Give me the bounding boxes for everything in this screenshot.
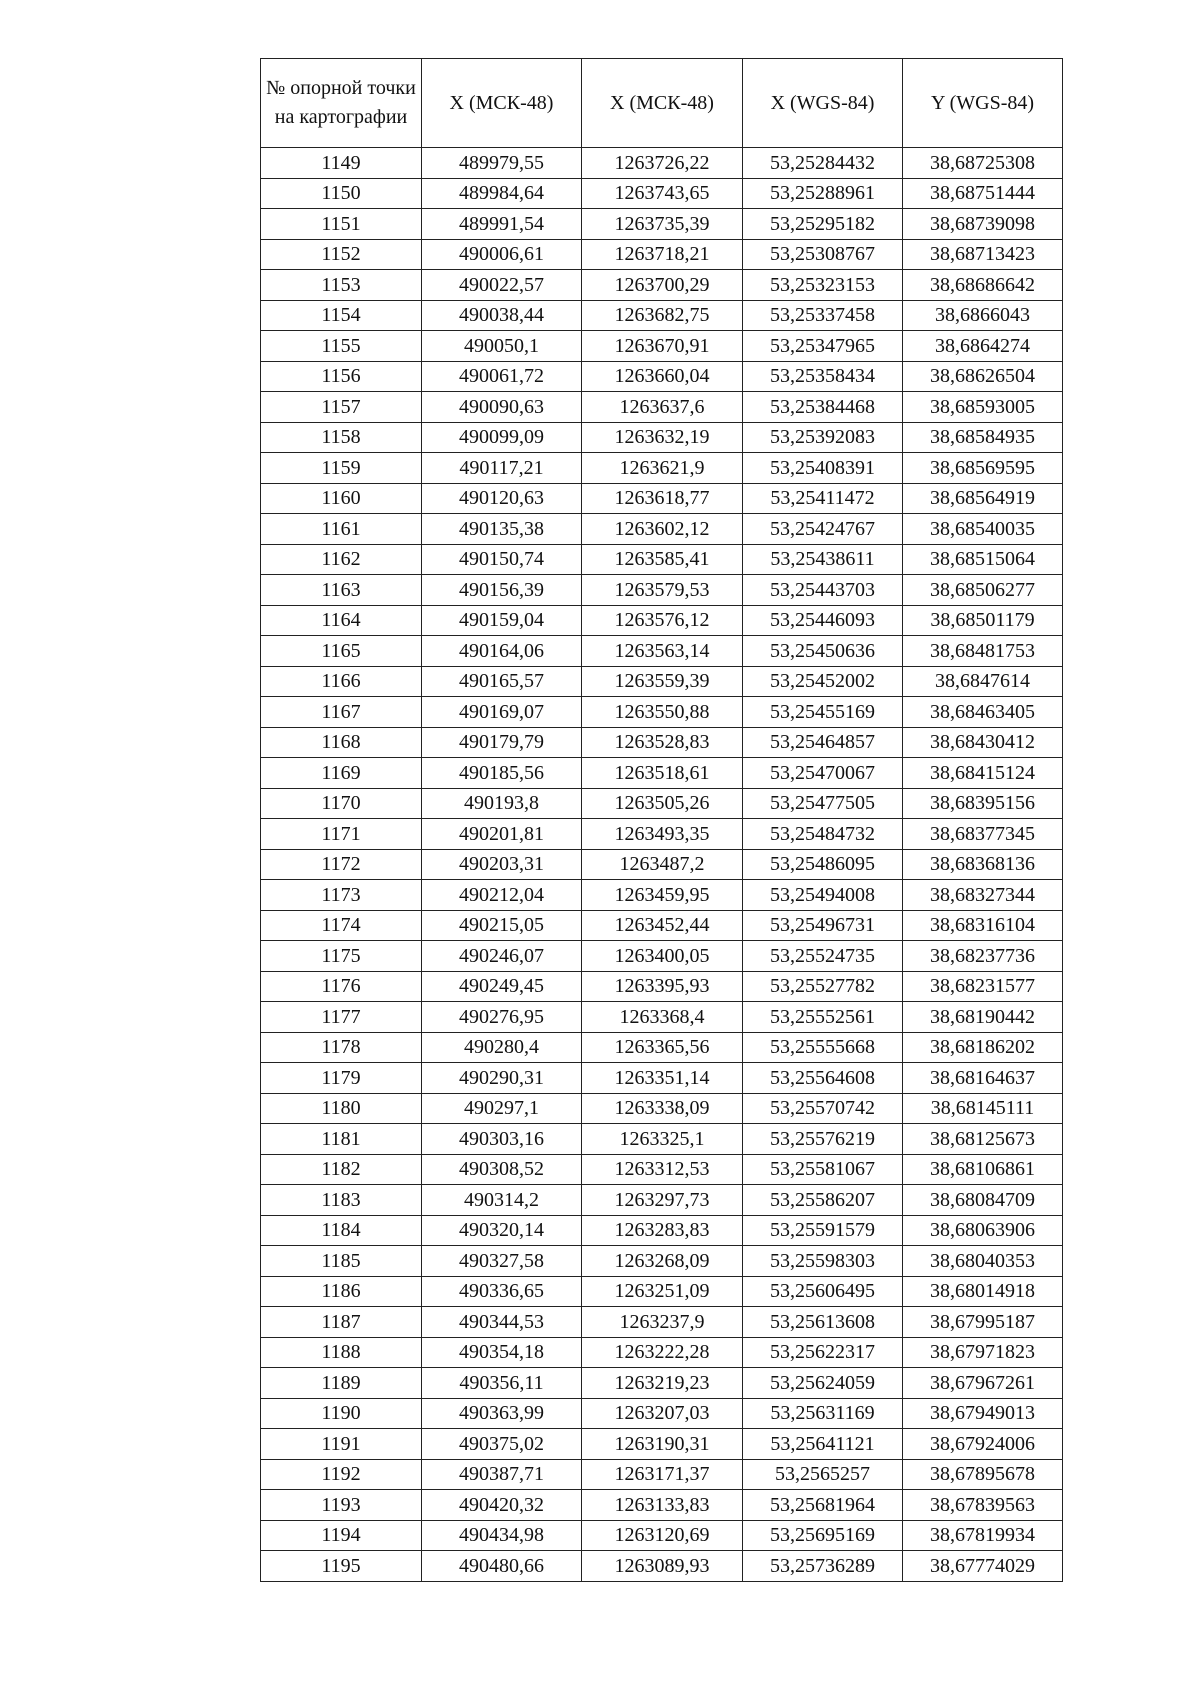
x-wgs84-cell: 53,25295182 — [743, 209, 903, 240]
header-row — [261, 59, 1063, 148]
table-row — [261, 1276, 1063, 1307]
x-wgs84-cell: 53,2565257 — [743, 1459, 903, 1490]
x-msk48-second-cell: 1263718,21 — [582, 239, 743, 270]
point-number-cell: 1157 — [261, 392, 422, 423]
x-wgs84-cell: 53,25452002 — [743, 666, 903, 697]
x-msk48-cell: 490297,1 — [422, 1093, 582, 1124]
table-body — [261, 148, 1063, 1582]
table-row — [261, 971, 1063, 1002]
y-wgs84-cell: 38,68506277 — [903, 575, 1063, 606]
y-wgs84-cell: 38,67924006 — [903, 1429, 1063, 1460]
y-wgs84-cell: 38,67949013 — [903, 1398, 1063, 1429]
x-wgs84-cell: 53,25323153 — [743, 270, 903, 301]
x-wgs84-cell: 53,25308767 — [743, 239, 903, 270]
point-number-cell: 1192 — [261, 1459, 422, 1490]
y-wgs84-cell: 38,68725308 — [903, 148, 1063, 179]
point-number-cell: 1160 — [261, 483, 422, 514]
x-msk48-cell: 490336,65 — [422, 1276, 582, 1307]
y-wgs84-cell: 38,68713423 — [903, 239, 1063, 270]
point-number-cell: 1162 — [261, 544, 422, 575]
table-row — [261, 544, 1063, 575]
x-msk48-cell: 490006,61 — [422, 239, 582, 270]
x-msk48-cell: 490434,98 — [422, 1520, 582, 1551]
point-number-cell: 1155 — [261, 331, 422, 362]
x-msk48-cell: 490159,04 — [422, 605, 582, 636]
point-number-cell: 1153 — [261, 270, 422, 301]
x-msk48-cell: 490135,38 — [422, 514, 582, 545]
table-row — [261, 941, 1063, 972]
point-number-cell: 1166 — [261, 666, 422, 697]
header-y-wgs84: Y (WGS-84) — [903, 59, 1063, 148]
x-msk48-cell: 489991,54 — [422, 209, 582, 240]
table-row — [261, 1551, 1063, 1582]
x-msk48-second-cell: 1263518,61 — [582, 758, 743, 789]
y-wgs84-cell: 38,68186202 — [903, 1032, 1063, 1063]
x-wgs84-cell: 53,25622317 — [743, 1337, 903, 1368]
x-msk48-second-cell: 1263660,04 — [582, 361, 743, 392]
x-msk48-second-cell: 1263338,09 — [582, 1093, 743, 1124]
table-row — [261, 300, 1063, 331]
table-row — [261, 849, 1063, 880]
point-number-cell: 1176 — [261, 971, 422, 1002]
point-number-cell: 1184 — [261, 1215, 422, 1246]
table-row — [261, 1398, 1063, 1429]
x-wgs84-cell: 53,25555668 — [743, 1032, 903, 1063]
x-msk48-second-cell: 1263120,69 — [582, 1520, 743, 1551]
x-msk48-second-cell: 1263559,39 — [582, 666, 743, 697]
point-number-cell: 1158 — [261, 422, 422, 453]
x-msk48-cell: 490308,52 — [422, 1154, 582, 1185]
x-msk48-second-cell: 1263743,65 — [582, 178, 743, 209]
x-msk48-cell: 490090,63 — [422, 392, 582, 423]
x-wgs84-cell: 53,25455169 — [743, 697, 903, 728]
header-x-wgs84: X (WGS-84) — [743, 59, 903, 148]
point-number-cell: 1179 — [261, 1063, 422, 1094]
x-msk48-cell: 490215,05 — [422, 910, 582, 941]
x-msk48-second-cell: 1263487,2 — [582, 849, 743, 880]
x-msk48-second-cell: 1263268,09 — [582, 1246, 743, 1277]
table-row — [261, 880, 1063, 911]
table-row — [261, 361, 1063, 392]
point-number-cell: 1188 — [261, 1337, 422, 1368]
point-number-cell: 1191 — [261, 1429, 422, 1460]
x-msk48-cell: 490120,63 — [422, 483, 582, 514]
x-wgs84-cell: 53,25576219 — [743, 1124, 903, 1155]
table-row — [261, 270, 1063, 301]
table-row — [261, 636, 1063, 667]
table-row — [261, 1002, 1063, 1033]
table-row — [261, 575, 1063, 606]
x-wgs84-cell: 53,25606495 — [743, 1276, 903, 1307]
point-number-cell: 1195 — [261, 1551, 422, 1582]
point-number-cell: 1182 — [261, 1154, 422, 1185]
header-x-msk48-second: X (МСК-48) — [582, 59, 743, 148]
x-wgs84-cell: 53,25736289 — [743, 1551, 903, 1582]
point-number-cell: 1183 — [261, 1185, 422, 1216]
x-wgs84-cell: 53,25446093 — [743, 605, 903, 636]
point-number-cell: 1178 — [261, 1032, 422, 1063]
x-wgs84-cell: 53,25411472 — [743, 483, 903, 514]
x-wgs84-cell: 53,25586207 — [743, 1185, 903, 1216]
table-header — [261, 59, 1063, 148]
table-row — [261, 1154, 1063, 1185]
y-wgs84-cell: 38,67995187 — [903, 1307, 1063, 1338]
x-msk48-cell: 490363,99 — [422, 1398, 582, 1429]
table-row — [261, 788, 1063, 819]
point-number-cell: 1161 — [261, 514, 422, 545]
x-msk48-second-cell: 1263493,35 — [582, 819, 743, 850]
y-wgs84-cell: 38,68569595 — [903, 453, 1063, 484]
table-row — [261, 727, 1063, 758]
x-wgs84-cell: 53,25591579 — [743, 1215, 903, 1246]
x-msk48-cell: 490327,58 — [422, 1246, 582, 1277]
x-wgs84-cell: 53,25424767 — [743, 514, 903, 545]
point-number-cell: 1173 — [261, 880, 422, 911]
table-row — [261, 1246, 1063, 1277]
x-msk48-cell: 490117,21 — [422, 453, 582, 484]
table-row — [261, 758, 1063, 789]
point-number-cell: 1177 — [261, 1002, 422, 1033]
x-msk48-second-cell: 1263351,14 — [582, 1063, 743, 1094]
x-wgs84-cell: 53,25486095 — [743, 849, 903, 880]
table-row — [261, 1124, 1063, 1155]
x-msk48-second-cell: 1263576,12 — [582, 605, 743, 636]
point-number-cell: 1187 — [261, 1307, 422, 1338]
y-wgs84-cell: 38,68463405 — [903, 697, 1063, 728]
x-msk48-cell: 490356,11 — [422, 1368, 582, 1399]
x-wgs84-cell: 53,25358434 — [743, 361, 903, 392]
x-msk48-cell: 490276,95 — [422, 1002, 582, 1033]
x-wgs84-cell: 53,25570742 — [743, 1093, 903, 1124]
y-wgs84-cell: 38,68231577 — [903, 971, 1063, 1002]
point-number-cell: 1154 — [261, 300, 422, 331]
x-msk48-second-cell: 1263251,09 — [582, 1276, 743, 1307]
table-row — [261, 605, 1063, 636]
x-msk48-second-cell: 1263682,75 — [582, 300, 743, 331]
x-msk48-second-cell: 1263618,77 — [582, 483, 743, 514]
y-wgs84-cell: 38,68584935 — [903, 422, 1063, 453]
point-number-cell: 1149 — [261, 148, 422, 179]
y-wgs84-cell: 38,68626504 — [903, 361, 1063, 392]
x-msk48-cell: 490099,09 — [422, 422, 582, 453]
y-wgs84-cell: 38,68739098 — [903, 209, 1063, 240]
x-wgs84-cell: 53,25284432 — [743, 148, 903, 179]
x-wgs84-cell: 53,25581067 — [743, 1154, 903, 1185]
x-msk48-cell: 490193,8 — [422, 788, 582, 819]
y-wgs84-cell: 38,68106861 — [903, 1154, 1063, 1185]
x-msk48-cell: 490303,16 — [422, 1124, 582, 1155]
x-wgs84-cell: 53,25598303 — [743, 1246, 903, 1277]
y-wgs84-cell: 38,68377345 — [903, 819, 1063, 850]
x-wgs84-cell: 53,25443703 — [743, 575, 903, 606]
x-wgs84-cell: 53,25496731 — [743, 910, 903, 941]
x-msk48-cell: 490420,32 — [422, 1490, 582, 1521]
x-msk48-cell: 490375,02 — [422, 1429, 582, 1460]
point-number-cell: 1194 — [261, 1520, 422, 1551]
y-wgs84-cell: 38,68751444 — [903, 178, 1063, 209]
coordinates-table — [260, 58, 1063, 1582]
y-wgs84-cell: 38,68564919 — [903, 483, 1063, 514]
point-number-cell: 1167 — [261, 697, 422, 728]
table-row — [261, 239, 1063, 270]
table-row — [261, 1032, 1063, 1063]
x-msk48-second-cell: 1263632,19 — [582, 422, 743, 453]
y-wgs84-cell: 38,67774029 — [903, 1551, 1063, 1582]
point-number-cell: 1152 — [261, 239, 422, 270]
table-row — [261, 1429, 1063, 1460]
x-msk48-second-cell: 1263585,41 — [582, 544, 743, 575]
x-msk48-cell: 490050,1 — [422, 331, 582, 362]
y-wgs84-cell: 38,68327344 — [903, 880, 1063, 911]
x-msk48-second-cell: 1263325,1 — [582, 1124, 743, 1155]
x-msk48-second-cell: 1263528,83 — [582, 727, 743, 758]
point-number-cell: 1151 — [261, 209, 422, 240]
x-msk48-second-cell: 1263171,37 — [582, 1459, 743, 1490]
x-msk48-second-cell: 1263395,93 — [582, 971, 743, 1002]
y-wgs84-cell: 38,68237736 — [903, 941, 1063, 972]
x-msk48-second-cell: 1263602,12 — [582, 514, 743, 545]
point-number-cell: 1170 — [261, 788, 422, 819]
y-wgs84-cell: 38,68190442 — [903, 1002, 1063, 1033]
x-wgs84-cell: 53,25524735 — [743, 941, 903, 972]
table-row — [261, 453, 1063, 484]
x-msk48-second-cell: 1263297,73 — [582, 1185, 743, 1216]
y-wgs84-cell: 38,68145111 — [903, 1093, 1063, 1124]
x-wgs84-cell: 53,25681964 — [743, 1490, 903, 1521]
x-msk48-cell: 489979,55 — [422, 148, 582, 179]
x-wgs84-cell: 53,25641121 — [743, 1429, 903, 1460]
point-number-cell: 1172 — [261, 849, 422, 880]
point-number-cell: 1171 — [261, 819, 422, 850]
y-wgs84-cell: 38,68084709 — [903, 1185, 1063, 1216]
y-wgs84-cell: 38,68040353 — [903, 1246, 1063, 1277]
point-number-cell: 1190 — [261, 1398, 422, 1429]
x-msk48-cell: 490212,04 — [422, 880, 582, 911]
table-row — [261, 1215, 1063, 1246]
table-row — [261, 1490, 1063, 1521]
table-row — [261, 1185, 1063, 1216]
y-wgs84-cell: 38,6847614 — [903, 666, 1063, 697]
x-msk48-cell: 490150,74 — [422, 544, 582, 575]
x-msk48-second-cell: 1263237,9 — [582, 1307, 743, 1338]
y-wgs84-cell: 38,68593005 — [903, 392, 1063, 423]
y-wgs84-cell: 38,68395156 — [903, 788, 1063, 819]
table-row — [261, 666, 1063, 697]
x-msk48-second-cell: 1263400,05 — [582, 941, 743, 972]
x-msk48-cell: 490249,45 — [422, 971, 582, 1002]
x-msk48-cell: 490320,14 — [422, 1215, 582, 1246]
table-row — [261, 422, 1063, 453]
y-wgs84-cell: 38,67895678 — [903, 1459, 1063, 1490]
x-wgs84-cell: 53,25464857 — [743, 727, 903, 758]
table-row — [261, 1459, 1063, 1490]
y-wgs84-cell: 38,6864274 — [903, 331, 1063, 362]
x-msk48-cell: 490169,07 — [422, 697, 582, 728]
x-msk48-second-cell: 1263365,56 — [582, 1032, 743, 1063]
y-wgs84-cell: 38,68014918 — [903, 1276, 1063, 1307]
x-msk48-second-cell: 1263219,23 — [582, 1368, 743, 1399]
x-msk48-cell: 490185,56 — [422, 758, 582, 789]
y-wgs84-cell: 38,68430412 — [903, 727, 1063, 758]
x-wgs84-cell: 53,25470067 — [743, 758, 903, 789]
x-msk48-cell: 490201,81 — [422, 819, 582, 850]
x-msk48-second-cell: 1263621,9 — [582, 453, 743, 484]
x-msk48-cell: 490022,57 — [422, 270, 582, 301]
table-row — [261, 1307, 1063, 1338]
point-number-cell: 1169 — [261, 758, 422, 789]
x-wgs84-cell: 53,25384468 — [743, 392, 903, 423]
x-msk48-second-cell: 1263505,26 — [582, 788, 743, 819]
x-msk48-cell: 490480,66 — [422, 1551, 582, 1582]
table-row — [261, 910, 1063, 941]
x-msk48-cell: 490156,39 — [422, 575, 582, 606]
x-msk48-second-cell: 1263670,91 — [582, 331, 743, 362]
y-wgs84-cell: 38,68686642 — [903, 270, 1063, 301]
x-wgs84-cell: 53,25347965 — [743, 331, 903, 362]
x-wgs84-cell: 53,25494008 — [743, 880, 903, 911]
point-number-cell: 1189 — [261, 1368, 422, 1399]
point-number-cell: 1168 — [261, 727, 422, 758]
y-wgs84-cell: 38,68540035 — [903, 514, 1063, 545]
point-number-cell: 1193 — [261, 1490, 422, 1521]
x-wgs84-cell: 53,25408391 — [743, 453, 903, 484]
y-wgs84-cell: 38,6866043 — [903, 300, 1063, 331]
y-wgs84-cell: 38,68164637 — [903, 1063, 1063, 1094]
y-wgs84-cell: 38,68515064 — [903, 544, 1063, 575]
x-msk48-second-cell: 1263579,53 — [582, 575, 743, 606]
x-msk48-second-cell: 1263700,29 — [582, 270, 743, 301]
header-x-msk48: X (МСК-48) — [422, 59, 582, 148]
point-number-cell: 1159 — [261, 453, 422, 484]
table-row — [261, 483, 1063, 514]
x-msk48-second-cell: 1263190,31 — [582, 1429, 743, 1460]
point-number-cell: 1163 — [261, 575, 422, 606]
table-row — [261, 1337, 1063, 1368]
x-wgs84-cell: 53,25527782 — [743, 971, 903, 1002]
table-row — [261, 819, 1063, 850]
x-msk48-second-cell: 1263637,6 — [582, 392, 743, 423]
table-row — [261, 178, 1063, 209]
table-row — [261, 514, 1063, 545]
y-wgs84-cell: 38,68368136 — [903, 849, 1063, 880]
x-msk48-cell: 490354,18 — [422, 1337, 582, 1368]
point-number-cell: 1165 — [261, 636, 422, 667]
x-wgs84-cell: 53,25624059 — [743, 1368, 903, 1399]
y-wgs84-cell: 38,68481753 — [903, 636, 1063, 667]
table-row — [261, 1093, 1063, 1124]
x-wgs84-cell: 53,25552561 — [743, 1002, 903, 1033]
x-wgs84-cell: 53,25450636 — [743, 636, 903, 667]
x-msk48-second-cell: 1263735,39 — [582, 209, 743, 240]
x-wgs84-cell: 53,25477505 — [743, 788, 903, 819]
point-number-cell: 1150 — [261, 178, 422, 209]
x-msk48-cell: 490038,44 — [422, 300, 582, 331]
x-msk48-cell: 489984,64 — [422, 178, 582, 209]
x-wgs84-cell: 53,25337458 — [743, 300, 903, 331]
table-row — [261, 148, 1063, 179]
x-wgs84-cell: 53,25631169 — [743, 1398, 903, 1429]
x-msk48-second-cell: 1263312,53 — [582, 1154, 743, 1185]
y-wgs84-cell: 38,67819934 — [903, 1520, 1063, 1551]
header-point-number: № опорной точки на картографии — [261, 59, 422, 148]
x-msk48-second-cell: 1263283,83 — [582, 1215, 743, 1246]
y-wgs84-cell: 38,68125673 — [903, 1124, 1063, 1155]
x-msk48-second-cell: 1263459,95 — [582, 880, 743, 911]
x-wgs84-cell: 53,25613608 — [743, 1307, 903, 1338]
point-number-cell: 1175 — [261, 941, 422, 972]
x-msk48-cell: 490203,31 — [422, 849, 582, 880]
table-row — [261, 1063, 1063, 1094]
point-number-cell: 1180 — [261, 1093, 422, 1124]
x-wgs84-cell: 53,25695169 — [743, 1520, 903, 1551]
x-msk48-second-cell: 1263207,03 — [582, 1398, 743, 1429]
y-wgs84-cell: 38,68501179 — [903, 605, 1063, 636]
point-number-cell: 1181 — [261, 1124, 422, 1155]
x-msk48-second-cell: 1263452,44 — [582, 910, 743, 941]
table-row — [261, 392, 1063, 423]
x-msk48-second-cell: 1263563,14 — [582, 636, 743, 667]
x-msk48-cell: 490280,4 — [422, 1032, 582, 1063]
x-wgs84-cell: 53,25564608 — [743, 1063, 903, 1094]
x-msk48-cell: 490290,31 — [422, 1063, 582, 1094]
x-msk48-second-cell: 1263368,4 — [582, 1002, 743, 1033]
y-wgs84-cell: 38,67967261 — [903, 1368, 1063, 1399]
x-wgs84-cell: 53,25438611 — [743, 544, 903, 575]
y-wgs84-cell: 38,67839563 — [903, 1490, 1063, 1521]
point-number-cell: 1186 — [261, 1276, 422, 1307]
x-msk48-cell: 490165,57 — [422, 666, 582, 697]
x-msk48-cell: 490179,79 — [422, 727, 582, 758]
x-msk48-cell: 490314,2 — [422, 1185, 582, 1216]
x-msk48-cell: 490164,06 — [422, 636, 582, 667]
x-msk48-second-cell: 1263089,93 — [582, 1551, 743, 1582]
x-msk48-second-cell: 1263550,88 — [582, 697, 743, 728]
table-row — [261, 1520, 1063, 1551]
y-wgs84-cell: 38,68063906 — [903, 1215, 1063, 1246]
x-msk48-cell: 490387,71 — [422, 1459, 582, 1490]
x-msk48-second-cell: 1263726,22 — [582, 148, 743, 179]
x-wgs84-cell: 53,25392083 — [743, 422, 903, 453]
x-msk48-second-cell: 1263133,83 — [582, 1490, 743, 1521]
point-number-cell: 1174 — [261, 910, 422, 941]
x-msk48-second-cell: 1263222,28 — [582, 1337, 743, 1368]
x-wgs84-cell: 53,25484732 — [743, 819, 903, 850]
y-wgs84-cell: 38,68316104 — [903, 910, 1063, 941]
y-wgs84-cell: 38,68415124 — [903, 758, 1063, 789]
x-msk48-cell: 490246,07 — [422, 941, 582, 972]
table-row — [261, 697, 1063, 728]
point-number-cell: 1156 — [261, 361, 422, 392]
x-msk48-cell: 490344,53 — [422, 1307, 582, 1338]
x-msk48-cell: 490061,72 — [422, 361, 582, 392]
y-wgs84-cell: 38,67971823 — [903, 1337, 1063, 1368]
x-wgs84-cell: 53,25288961 — [743, 178, 903, 209]
table-row — [261, 331, 1063, 362]
table-row — [261, 1368, 1063, 1399]
point-number-cell: 1164 — [261, 605, 422, 636]
table-row — [261, 209, 1063, 240]
point-number-cell: 1185 — [261, 1246, 422, 1277]
